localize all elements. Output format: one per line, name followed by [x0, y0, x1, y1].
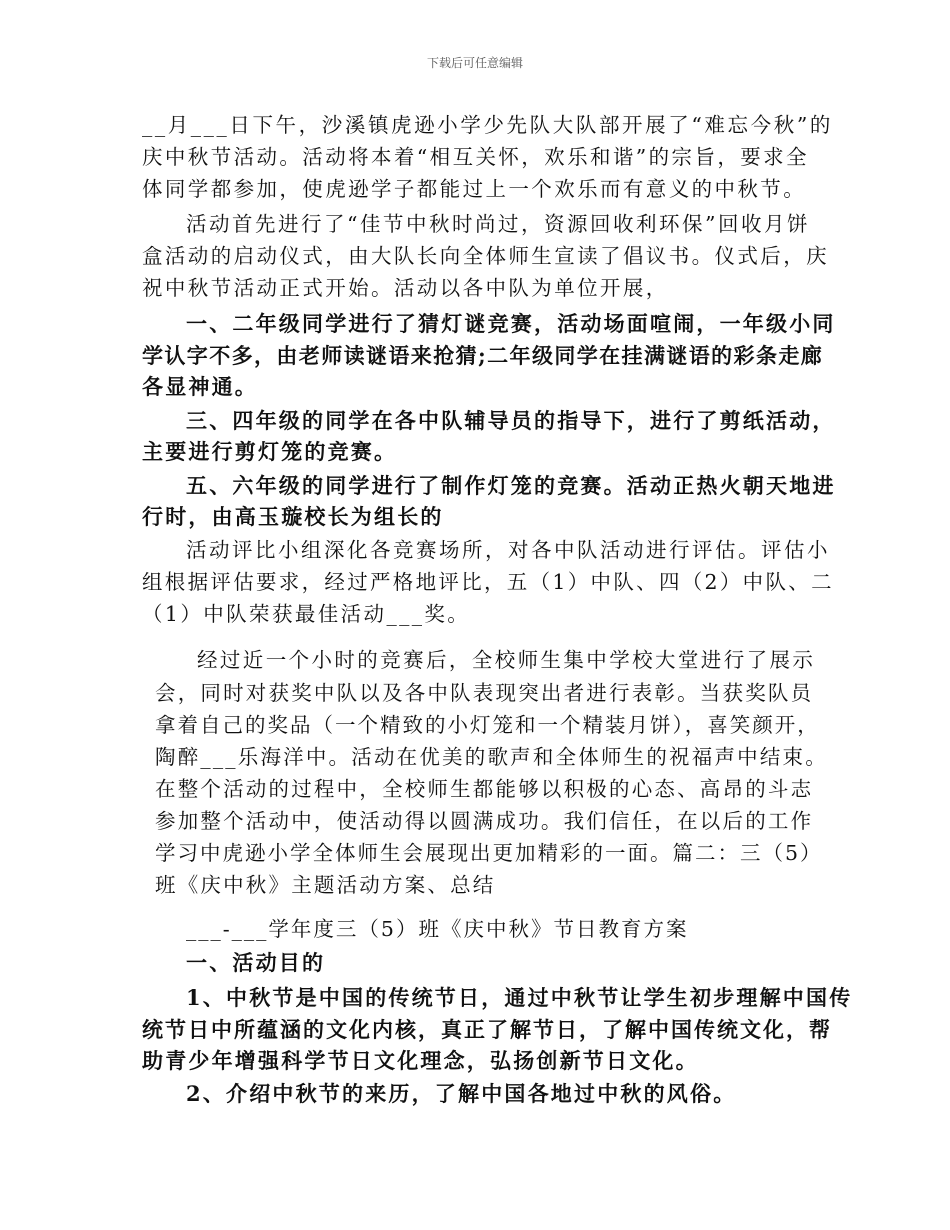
- paragraph-line: 经过近一个小时的竞赛后，全校师生集中学校大堂进行了展示: [197, 648, 816, 672]
- section-heading: 一、活动目的: [186, 950, 326, 975]
- bold-line: 三、四年级的同学在各中队辅导员的指导下，进行了剪纸活动，: [186, 408, 836, 433]
- paragraph-line: 陶醉___乐海洋中。活动在优美的歌声和全体师生的祝福声中结束。: [155, 745, 828, 769]
- bold-line: 1、中秋节是中国的传统节日，通过中秋节让学生初步理解中国传: [186, 985, 853, 1010]
- paragraph-line: 活动评比小组深化各竞赛场所，对各中队活动进行评估。评估小: [186, 538, 830, 562]
- paragraph-line: 组根据评估要求，经过严格地评比，五（1）中队、四（2）中队、二: [142, 570, 834, 594]
- paragraph-line: ___-___学年度三（5）班《庆中秋》节日教育方案: [186, 917, 689, 941]
- paragraph-line: 会，同时对获奖中队以及各中队表现突出者进行表彰。当获奖队员: [155, 681, 814, 705]
- paragraph-line: __月___日下午，沙溪镇虎逊小学少先队大队部开展了“难忘今秋”的: [142, 113, 834, 137]
- paragraph-line: 庆中秋节活动。活动将本着“相互关怀，欢乐和谐”的宗旨，要求全: [142, 145, 809, 169]
- paragraph-line: 祝中秋节活动正式开始。活动以各中队为单位开展，: [142, 276, 669, 300]
- bold-line: 统节日中所蕴涵的文化内核，真正了解节日，了解中国传统文化，帮: [142, 1017, 832, 1042]
- paragraph-line: 学习中虎逊小学全体师生会展现出更加精彩的一面。篇二：三（5）: [155, 841, 823, 865]
- paragraph-line: 盒活动的启动仪式，由大队长向全体师生宣读了倡议书。仪式后，庆: [142, 244, 829, 268]
- bold-line: 2、介绍中秋节的来历，了解中国各地过中秋的风俗。: [186, 1081, 737, 1106]
- bold-line: 一、二年级同学进行了猜灯谜竞赛，活动场面喧闹，一年级小同: [186, 311, 836, 336]
- bold-line: 行时，由高玉璇校长为组长的: [142, 504, 444, 529]
- bold-line: 主要进行剪灯笼的竞赛。: [142, 439, 398, 464]
- bold-line: 各显神通。: [142, 374, 258, 399]
- paragraph-line: 班《庆中秋》主题活动方案、总结: [155, 873, 496, 897]
- paragraph-line: 体同学都参加，使虎逊学子都能过上一个欢乐而有意义的中秋节。: [142, 177, 807, 201]
- bold-line: 助青少年增强科学节日文化理念，弘扬创新节日文化。: [142, 1048, 699, 1073]
- paragraph-line: 在整个活动的过程中，全校师生都能够以积极的心态、高昂的斗志: [155, 777, 814, 801]
- paragraph-line: （1）中队荣获最佳活动___奖。: [142, 602, 471, 626]
- paragraph-line: 参加整个活动中，使活动得以圆满成功。我们信任，在以后的工作: [155, 809, 814, 833]
- bold-line: 学认字不多，由老师读谜语来抢猜;二年级同学在挂满谜语的彩条走廊: [142, 343, 824, 368]
- paragraph-line: 拿着自己的奖品（一个精致的小灯笼和一个精装月饼），喜笑颜开，: [155, 713, 820, 737]
- page-header: 下载后可任意编辑: [426, 56, 523, 70]
- bold-line: 五、六年级的同学进行了制作灯笼的竞赛。活动正热火朝天地进: [186, 473, 836, 498]
- paragraph-line: 活动首先进行了“佳节中秋时尚过，资源回收利环保”回收月饼: [186, 212, 810, 236]
